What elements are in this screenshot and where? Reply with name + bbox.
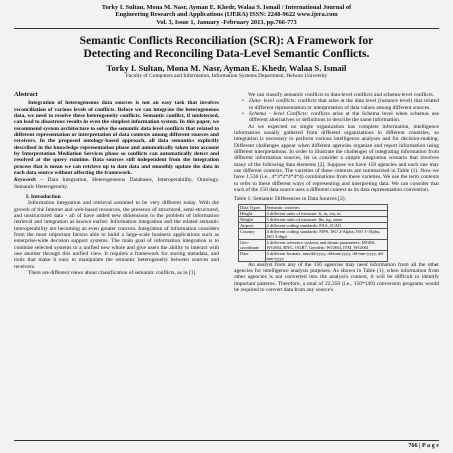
table-cell: Weight [239,216,266,222]
table-cell: Height [239,210,266,216]
table-header-cell: Data Types [239,204,266,210]
semantic-differences-table [238,204,388,262]
list-item [244,98,439,111]
abstract-heading: Abstract [14,90,38,98]
body-paragraph-1: As we expected no single organization has complete information, intelligence information usually gathered from different organizations in different countries, so integration is necessary to perform various intelligence analyses and for decision-making. Different challenges appear when different agencies organize and report information using different interpretations. In order to illustrate the challenges of integrating information from different information sources, let us consider a simple integration scenario that involves many of the following data elements [2]. Suppose we have 150 agencies and each one may use different contexts. The varieties of these contexts are summarized in Table (1). Now we have 1,536 (i.e., 4*3*2*4*4*4) combinations from these varieties. We use the term contexts to refer to these different ways of representing and interpreting data. We can consider that each of the 150 data source uses a different context as its data representation convention. [234,123,439,193]
header-divider [14,28,439,29]
left-column [14,92,219,294]
keywords [14,177,219,190]
conflict-list [234,98,439,123]
intro-paragraph-1: Information integration and retrieval assumed to be very different today. With the growth of the Internet and web-based resources, the presence of structured, semi-structured, and unstructured data - all of have added new dimensions to the problem of information retrieval and integration as known earlier. Information integration and the related semantic interoperability are becoming an even greater concern. Integration of information considers from the most important factors able to build a large-scale business applications such as enterprise-wide decision support systems. The main goal of information integration is to combine selected systems to a unified new whole and give users the ability to interact with one another through this unified view. It requires a framework for storing metadata, and tools that make it easy to manipulate the semantic heterogeneity between sources and receivers. [14,200,219,270]
table-row [239,228,388,239]
table-cell: Country [239,228,266,239]
list-item [244,111,439,124]
footer-divider [14,440,439,441]
right-column [234,92,439,294]
table-row [239,250,388,261]
paper-affiliation: Faculty of Computers and Information, Information Systems Department, Helwan University [125,73,328,80]
table-cell: 4 different units of measure: ft, in, cm, m [265,210,387,216]
intro-paragraph-2: There are different views about classification of semantic conflicts, as in [1] [28,270,196,277]
bullet-text: : conflicts that arise at the data level (instance level) that related to different representation or interpretation of data values among different sources. [249,98,439,111]
table-cell: 4 different reference systems and datum parameters: MGRS, WGS84, BNG, OGB7, Geodetic WGS84, ITM_WGS84 [265,239,387,250]
abstract-text: Integration of heterogeneous data sources is not an easy task that involves reconciliation of various levels of conflicts. Before we can integrate the heterogeneous data, we need to resolve these heterogeneity conflicts. Semantic conflict, if undetected, can lead to disastrous results in even the simplest information system. In this paper, we recommend system architecture to solve the semantic data level conflicts that related to different representation or interpretation of data contexts among different sources and receivers. In the proposed ontology-based approach, all data semantics explicitly described in the knowledge representation phase and automatically taken into account by Interpretation Mediation Services phase so conflicts can automatically detect and resolved at the query runtime. Data sources still independent from the integration process that is mean we can retrieve up to date data and smoothly update the data in each data source without affecting the framework. [14,100,219,176]
paper-authors: Torky I. Sultan, Mona M. Nasr, Ayman E. Khedr, Walaa S. Ismail [106,63,347,74]
keywords-text: – Data Integration, Heterogeneous Databases, Interoperability, Ontology, Semantic Heterogeneity. [14,177,219,190]
table-header-cell: Semantic varieties [265,204,387,210]
table-cell: 3 different units of measure: lbs, kg, stone [265,216,387,222]
bullet-term: Data- level conflicts [249,98,295,105]
keywords-label: Keywords [14,177,36,184]
table-cell: 4 different formats: mm/dd/yyyy, dd/mm/yyyy, dd-mm-yyyy, dd-mm-yyyy [265,250,387,261]
table-row [239,239,388,250]
paper-title [14,34,439,60]
journal-header [14,4,439,26]
table-cell: 2 different coding standards: FAA, ICAO [265,222,387,228]
journal-header-line1: Torky I. Sultan, Mona M. Nasr, Ayman E. Khedr, Walaa S. Ismail / International Journal of [101,4,352,11]
page-number: 766 | P a g e [408,442,439,449]
paper-title-line2: Detecting and Reconciling Data-Level Semantic Conflicts. [83,47,370,61]
table-cell: Date [239,250,266,261]
classification-intro: We can classify semantic conflicts to data-level conflicts and schema-level conflicts. [248,91,435,98]
journal-header-line2: Engineering Research and Applications (IJERA) ISSN: 2248-9622 www.ijera.com [115,11,338,19]
table-cell: Airport [239,222,266,228]
table-caption: Table 1: Semantic Differences in Data Sources [2]. [234,196,346,203]
bullet-term: Schema - level Conflicts [249,110,307,117]
two-column-body [14,92,439,294]
section-heading-introduction: I. Introduction [26,193,61,200]
journal-header-line3: Vol. 3, Issue 1, January -February 2013, pp.766-773 [156,18,297,26]
body-paragraph-2: An analyst from any of the 150 agencies may need information from all the other agencies for intelligence analysis purposes. As shown in Table (1), when information from other agencies is not converted into the analyst's context, it will be difficult to identify important patterns. Therefore, a total of 22,350 (i.e., 150*149) conversion programs would be required to convert data from any source's [234,261,439,294]
bullet-text: : conflicts arise at the Schema level when schemas use different alternatives or definitions to describe the same information. [249,110,440,124]
table-cell: Geo-coordinate [239,239,266,250]
table-cell: 4 different coding standards: FIPS, ISO 2-Alpha, ISO 3-Alpha, ISO 3-digit [265,228,387,239]
paper-title-line1: Semantic Conflicts Reconciliation (SCR): A Framework for [79,34,374,48]
